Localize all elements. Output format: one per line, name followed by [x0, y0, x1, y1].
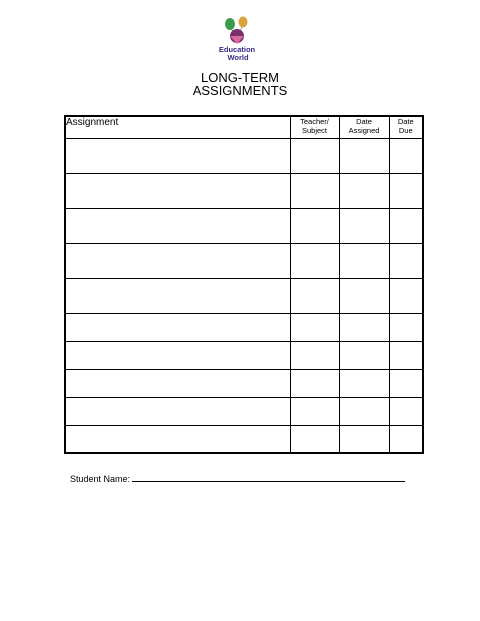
header-date-due	[389, 116, 423, 138]
assignment-cell[interactable]	[65, 341, 290, 369]
header-assignment: Assignment	[65, 116, 290, 138]
table-row	[65, 341, 423, 369]
date-assigned-cell[interactable]	[339, 243, 389, 278]
header-teacher-line2: Subject	[301, 126, 328, 135]
date-due-cell[interactable]	[389, 278, 423, 313]
header-date-due-line2: Due	[398, 126, 413, 135]
date-assigned-cell[interactable]	[339, 369, 389, 397]
teacher-subject-cell[interactable]	[290, 243, 339, 278]
table-row	[65, 138, 423, 173]
student-name-line[interactable]	[132, 472, 405, 482]
date-due-cell[interactable]	[389, 243, 423, 278]
teacher-subject-cell[interactable]	[290, 278, 339, 313]
assignment-cell[interactable]	[65, 208, 290, 243]
teacher-subject-cell[interactable]	[290, 208, 339, 243]
table-row	[65, 313, 423, 341]
assignment-cell[interactable]	[65, 313, 290, 341]
table-row	[65, 173, 423, 208]
assignment-cell[interactable]	[65, 369, 290, 397]
assignment-cell[interactable]	[65, 173, 290, 208]
date-assigned-cell[interactable]	[339, 208, 389, 243]
header-date-assigned-line1: Date	[356, 117, 372, 126]
date-assigned-cell[interactable]	[339, 313, 389, 341]
date-assigned-cell[interactable]	[339, 138, 389, 173]
teacher-subject-cell[interactable]	[290, 369, 339, 397]
date-assigned-cell[interactable]	[339, 278, 389, 313]
student-name-label: Student Name:	[70, 474, 131, 484]
header-date-assigned-line2: Assigned	[348, 126, 380, 135]
date-due-cell[interactable]	[389, 341, 423, 369]
page-title-line1: LONG-TERM	[201, 70, 279, 85]
header-date-assigned	[339, 116, 389, 138]
student-name-field	[70, 472, 405, 485]
teacher-subject-cell[interactable]	[290, 397, 339, 425]
date-due-cell[interactable]	[389, 313, 423, 341]
header-row	[65, 116, 423, 138]
assignment-cell[interactable]	[65, 425, 290, 453]
date-assigned-cell[interactable]	[339, 341, 389, 369]
table-row	[65, 278, 423, 313]
header-teacher-line1: Teacher/	[300, 117, 329, 126]
teacher-subject-cell[interactable]	[290, 138, 339, 173]
assignments-table	[64, 115, 424, 454]
header-teacher-subject	[290, 116, 339, 138]
date-due-cell[interactable]	[389, 425, 423, 453]
date-due-cell[interactable]	[389, 208, 423, 243]
logo-text-line2: World	[227, 53, 249, 62]
assignment-cell[interactable]	[65, 397, 290, 425]
table-row	[65, 208, 423, 243]
assignment-cell[interactable]	[65, 278, 290, 313]
assignment-cell[interactable]	[65, 138, 290, 173]
teacher-subject-cell[interactable]	[290, 173, 339, 208]
date-due-cell[interactable]	[389, 369, 423, 397]
teacher-subject-cell[interactable]	[290, 425, 339, 453]
date-due-cell[interactable]	[389, 173, 423, 208]
table-row	[65, 397, 423, 425]
header-date-due-line1: Date	[397, 117, 414, 126]
teacher-subject-cell[interactable]	[290, 313, 339, 341]
table-row	[65, 369, 423, 397]
date-due-cell[interactable]	[389, 397, 423, 425]
table-row	[65, 425, 423, 453]
assignment-cell[interactable]	[65, 243, 290, 278]
logo-text-line1: Education	[218, 45, 256, 54]
table-row	[65, 243, 423, 278]
date-due-cell[interactable]	[389, 138, 423, 173]
education-world-logo	[212, 14, 262, 64]
date-assigned-cell[interactable]	[339, 397, 389, 425]
date-assigned-cell[interactable]	[339, 425, 389, 453]
date-assigned-cell[interactable]	[339, 173, 389, 208]
teacher-subject-cell[interactable]	[290, 341, 339, 369]
page-title-line2: ASSIGNMENTS	[192, 83, 288, 98]
